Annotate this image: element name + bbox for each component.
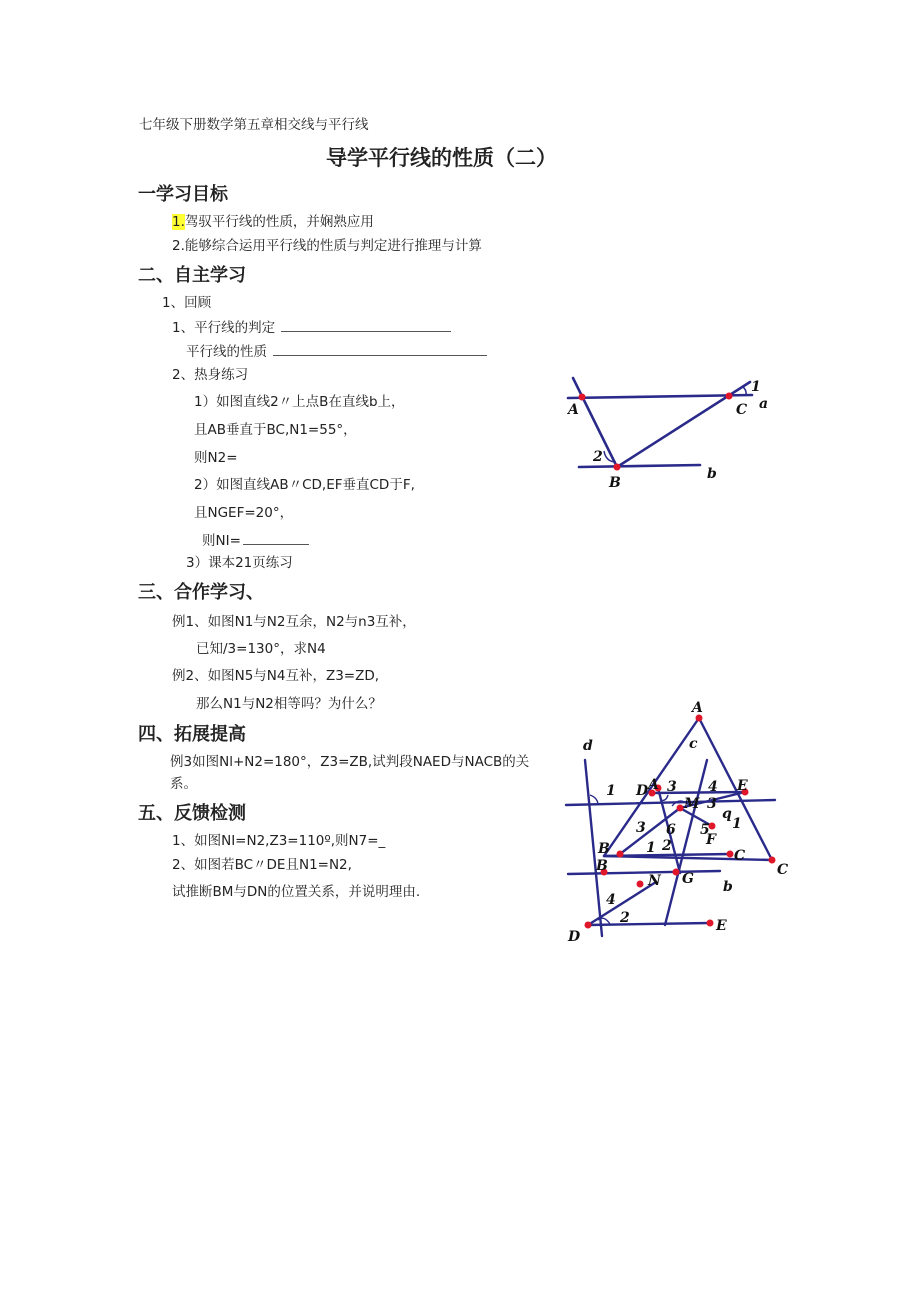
label-3-top: 3	[667, 779, 677, 795]
property-label: 平行线的性质	[186, 344, 267, 360]
ex3-line-1: 例3如图Nl+N2=180°，Z3=ZB,试判段NAED与NACB的关	[170, 754, 530, 770]
ex1-line-1: 例1、如图N1与N2互余，N2与n3互补，	[172, 614, 416, 630]
label-q: q	[722, 806, 732, 822]
label-C: C	[777, 862, 789, 878]
triangle-BC	[604, 856, 772, 860]
label-4-b: 4	[606, 892, 616, 908]
label-6: 6	[666, 822, 676, 838]
label-A-upper: A	[648, 777, 659, 793]
line-b	[579, 465, 700, 467]
label-F: F	[706, 832, 716, 848]
angle-1-arc	[742, 386, 746, 395]
label-c: c	[689, 736, 698, 752]
line-b	[568, 871, 720, 874]
ex2-line-1: 例2、如图N5与N4互补，Z3=ZD,	[172, 668, 380, 684]
point-D	[585, 922, 592, 929]
label-C-upper: C	[734, 848, 746, 864]
q1-line-2: 且AB垂直于BC,N1=55°，	[194, 422, 357, 438]
label-A: A	[692, 700, 703, 716]
point-M	[677, 805, 684, 812]
label-d: d	[583, 738, 593, 754]
label-C: C	[736, 402, 748, 418]
page-title: 导学平行线的性质（二）	[326, 146, 557, 170]
point-B-upper	[617, 851, 624, 858]
label-4: 4	[708, 779, 718, 795]
q2-line-3-label: 则NI=	[202, 533, 241, 549]
property-blank[interactable]	[273, 343, 487, 356]
label-B-upper: B	[598, 841, 610, 857]
q2-answer-blank[interactable]	[243, 532, 309, 545]
feedback-q1: 1、如图NI=N2,Z3=110º,则N7=_	[172, 833, 386, 849]
label-3-right: 3	[707, 796, 717, 812]
property-line	[186, 343, 487, 360]
label-3-left: 3	[636, 820, 646, 836]
section-2-title: 二、自主学习	[138, 265, 246, 286]
label-M: M	[684, 796, 700, 812]
label-2: 2	[593, 449, 603, 465]
label-N: N	[648, 873, 661, 889]
judge-blank[interactable]	[281, 319, 451, 332]
section-5-title: 五、反馈检测	[138, 803, 246, 824]
point-A	[579, 394, 586, 401]
goal-item-1-number: 1.	[172, 214, 185, 230]
point-B	[614, 464, 621, 471]
section-4-title: 四、拓展提高	[138, 724, 246, 745]
judge-line	[172, 319, 451, 336]
warmup-label: 2、热身练习	[172, 367, 249, 383]
label-1: 1	[751, 379, 761, 395]
label-E-upper: E	[737, 778, 748, 794]
review-label: 1、回顾	[162, 295, 212, 311]
label-G: G	[682, 871, 694, 887]
judge-label: 1、平行线的判定	[172, 320, 276, 336]
goal-item-1-text: 驾驭平行线的性质，并娴熟应用	[184, 214, 374, 230]
label-E: E	[716, 918, 727, 934]
q1-line-1: 1）如图直线2〃上点B在直线b上，	[194, 394, 405, 410]
point-C-upper	[727, 851, 734, 858]
label-a: a	[759, 396, 769, 412]
figure-composite-2	[550, 690, 800, 945]
q2-line-3	[202, 532, 309, 549]
q3-line: 3）课本21页练习	[186, 555, 293, 571]
label-5: 5	[700, 822, 710, 838]
segment-DE	[588, 923, 710, 925]
label-1-right: 1	[732, 816, 742, 832]
label-1-b: 1	[646, 840, 656, 856]
point-E	[707, 920, 714, 927]
label-D: D	[568, 929, 581, 945]
goal-item-2: 2.能够综合运用平行线的性质与判定进行推理与计算	[172, 238, 482, 254]
point-C	[769, 857, 776, 864]
label-B: B	[596, 858, 608, 874]
goal-item-1	[172, 214, 374, 230]
label-b: b	[707, 466, 717, 482]
feedback-q2-line-2: 试推断BM与DN的位置关系，并说明理由.	[172, 884, 421, 900]
label-2-middle: 2	[662, 838, 672, 854]
label-D-upper: D	[636, 783, 649, 799]
ex1-line-2: 已知/3=130°，求N4	[196, 641, 326, 657]
q1-line-3: 则N2=	[194, 450, 238, 466]
ex3-line-2: 系。	[170, 776, 197, 792]
label-1-d: 1	[606, 783, 616, 799]
header-text: 七年级下册数学第五章相交线与平行线	[139, 117, 369, 133]
point-C	[726, 393, 733, 400]
label-2-b: 2	[620, 910, 630, 926]
section-1-title: 一学习目标	[138, 184, 228, 205]
point-G	[673, 869, 680, 876]
figure-parallel-lines-1	[555, 370, 785, 495]
point-N	[637, 881, 644, 888]
q2-line-2: 且NGEF=20°，	[194, 505, 294, 521]
label-A: A	[568, 402, 579, 418]
section-3-title: 三、合作学习、	[138, 582, 264, 603]
q2-line-1: 2）如图直线AB〃CD,EF垂直CD于F,	[194, 477, 415, 493]
label-b: b	[723, 879, 733, 895]
ex2-line-2: 那么N1与N2相等吗？为什么？	[196, 696, 382, 712]
feedback-q2-line-1: 2、如图若BC〃DE且N1=N2,	[172, 857, 352, 873]
label-B: B	[609, 475, 621, 491]
